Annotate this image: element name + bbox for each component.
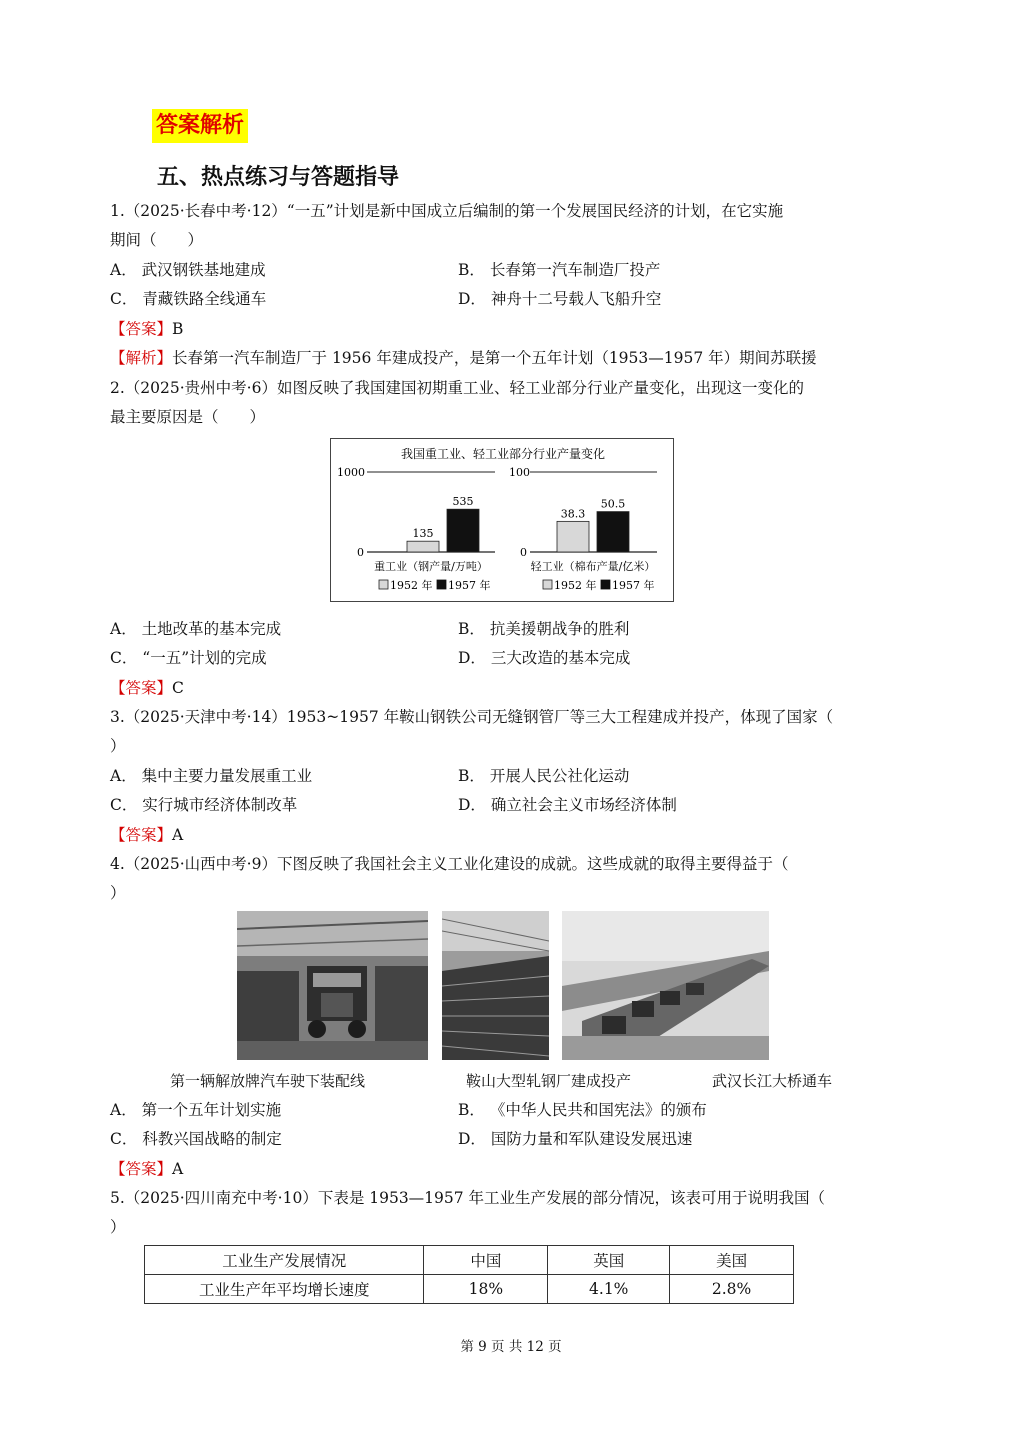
q1-option-a: A． 武汉钢铁基地建成 xyxy=(110,261,266,279)
chart-ytick-zero-left: 0 xyxy=(357,546,364,559)
industrial-growth-table xyxy=(144,1245,794,1304)
legend-swatch-1957-left xyxy=(437,580,446,589)
legend-label-1952-right: 1952 年 xyxy=(554,579,597,592)
legend-swatch-1952-left xyxy=(379,580,388,589)
q3-option-a: A． 集中主要力量发展重工业 xyxy=(110,767,313,785)
table-header-row xyxy=(145,1246,794,1275)
photo-caption-bridge: 武汉长江大桥通车 xyxy=(712,1072,833,1090)
chart-ytick-top-left: 1000 xyxy=(337,466,365,479)
q2-option-c: C． “一五”计划的完成 xyxy=(110,649,267,667)
photo-caption-steel: 鞍山大型轧钢厂建成投产 xyxy=(466,1072,632,1090)
steel-mill-photo xyxy=(442,911,549,1060)
bar-value-label: 535 xyxy=(452,495,474,509)
legend-label-1957-right: 1957 年 xyxy=(612,579,655,592)
chart-ytick-top-right: 100 xyxy=(509,466,530,479)
answer-label: 【答案】 xyxy=(110,826,173,844)
legend-label-1952-left: 1952 年 xyxy=(390,579,433,592)
answer-value: C xyxy=(172,679,184,697)
table-cell: 2.8% xyxy=(670,1275,794,1304)
section-title: 五、热点练习与答题指导 xyxy=(157,165,400,190)
yangtze-bridge-photo xyxy=(562,911,769,1060)
q5-stem-line1: 5.（2025·四川南充中考·10）下表是 1953—1957 年工业生产发展的部分情况，该表可用于说明我国（ xyxy=(110,1189,826,1207)
q2-option-d: D． 三大改造的基本完成 xyxy=(458,649,631,667)
q2-stem-line2: 最主要原因是（ ） xyxy=(110,408,266,426)
bar-heavy-1952年 xyxy=(407,541,439,552)
answer-label: 【答案】 xyxy=(110,679,173,697)
q4-option-a: A． 第一个五年计划实施 xyxy=(110,1101,282,1119)
q4-stem-line1: 4.（2025·山西中考·9）下图反映了我国社会主义工业化建设的成就。这些成就的取得主要得益于（ xyxy=(110,855,789,873)
q4-answer xyxy=(110,1158,183,1180)
page-footer: 第 9 页 共 12 页 xyxy=(460,1339,562,1355)
bar-value-label: 38.3 xyxy=(560,507,586,521)
answer-label: 【答案】 xyxy=(110,320,173,338)
production-bar-chart xyxy=(330,438,674,602)
chart-xlabel-light: 轻工业（棉布产量/亿米） xyxy=(530,560,656,573)
q2-option-b: B． 抗美援朝战争的胜利 xyxy=(458,620,630,638)
q1-stem-line2: 期间（ ） xyxy=(110,231,204,249)
table-row xyxy=(145,1275,794,1304)
truck-photo-art xyxy=(237,911,428,1060)
table-header-cell: 工业生产发展情况 xyxy=(145,1246,424,1275)
q3-answer xyxy=(110,824,183,846)
photo-caption-truck: 第一辆解放牌汽车驶下装配线 xyxy=(170,1072,366,1090)
bar-heavy-1957年 xyxy=(447,509,479,552)
q2-stem-line1: 2.（2025·贵州中考·6）如图反映了我国建国初期重工业、轻工业部分行业产量变化，出现这一变化的 xyxy=(110,379,804,397)
q3-stem-line2: ） xyxy=(110,737,126,755)
legend-label-1957-left: 1957 年 xyxy=(448,579,491,592)
analysis-text: 长春第一汽车制造厂于 1956 年建成投产，是第一个五年计划（1953—1957 年）期间苏联援 xyxy=(172,349,817,367)
q4-option-c: C． 科教兴国战略的制定 xyxy=(110,1130,282,1148)
q1-stem-line1: 1.（2025·长春中考·12）“一五”计划是新中国成立后编制的第一个发展国民经济的计划，在它实施 xyxy=(110,202,784,220)
q5-stem-line2: ） xyxy=(110,1218,126,1236)
q1-analysis xyxy=(110,347,817,369)
table-header-cell: 美国 xyxy=(670,1246,794,1275)
bar-light-1957年 xyxy=(597,512,629,552)
q3-option-c: C． 实行城市经济体制改革 xyxy=(110,796,298,814)
table-cell: 4.1% xyxy=(548,1275,670,1304)
q1-option-c: C． 青藏铁路全线通车 xyxy=(110,290,267,308)
answer-label: 【答案】 xyxy=(110,1160,173,1178)
bar-value-label: 135 xyxy=(412,527,434,541)
analysis-label: 【解析】 xyxy=(110,349,173,367)
bar-value-label: 50.5 xyxy=(600,497,626,511)
bridge-photo-art xyxy=(562,911,769,1060)
table-header-cell: 中国 xyxy=(424,1246,548,1275)
table-cell: 18% xyxy=(424,1275,548,1304)
chart-ytick-zero-right: 0 xyxy=(520,546,527,559)
q1-option-b: B． 长春第一汽车制造厂投产 xyxy=(458,261,661,279)
q4-option-b: B． 《中华人民共和国宪法》的颁布 xyxy=(458,1101,707,1119)
table-cell: 工业生产年平均增长速度 xyxy=(145,1275,424,1304)
chart-xlabel-heavy: 重工业（钢产量/万吨） xyxy=(374,560,488,573)
answer-analysis-badge: 答案解析 xyxy=(152,109,248,143)
answer-value: A xyxy=(172,826,184,844)
q2-option-a: A． 土地改革的基本完成 xyxy=(110,620,282,638)
legend-swatch-1957-right xyxy=(601,580,610,589)
q4-option-d: D． 国防力量和军队建设发展迅速 xyxy=(458,1130,693,1148)
table-header-cell: 英国 xyxy=(548,1246,670,1275)
answer-value: A xyxy=(172,1160,184,1178)
chart-svg xyxy=(331,439,675,603)
chart-title: 我国重工业、轻工业部分行业产量变化 xyxy=(400,447,606,461)
q4-stem-line2: ） xyxy=(110,884,126,902)
q1-option-d: D． 神舟十二号载人飞船升空 xyxy=(458,290,662,308)
truck-assembly-photo xyxy=(237,911,428,1060)
q2-answer xyxy=(110,677,184,699)
q3-option-d: D． 确立社会主义市场经济体制 xyxy=(458,796,677,814)
steel-photo-art xyxy=(442,911,549,1060)
legend-swatch-1952-right xyxy=(543,580,552,589)
bar-light-1952年 xyxy=(557,521,589,552)
q3-stem-line1: 3.（2025·天津中考·14）1953~1957 年鞍山钢铁公司无缝钢管厂等三大工程建成并投产，体现了国家（ xyxy=(110,708,834,726)
answer-value: B xyxy=(172,320,184,338)
q1-answer xyxy=(110,318,183,340)
q3-option-b: B． 开展人民公社化运动 xyxy=(458,767,630,785)
